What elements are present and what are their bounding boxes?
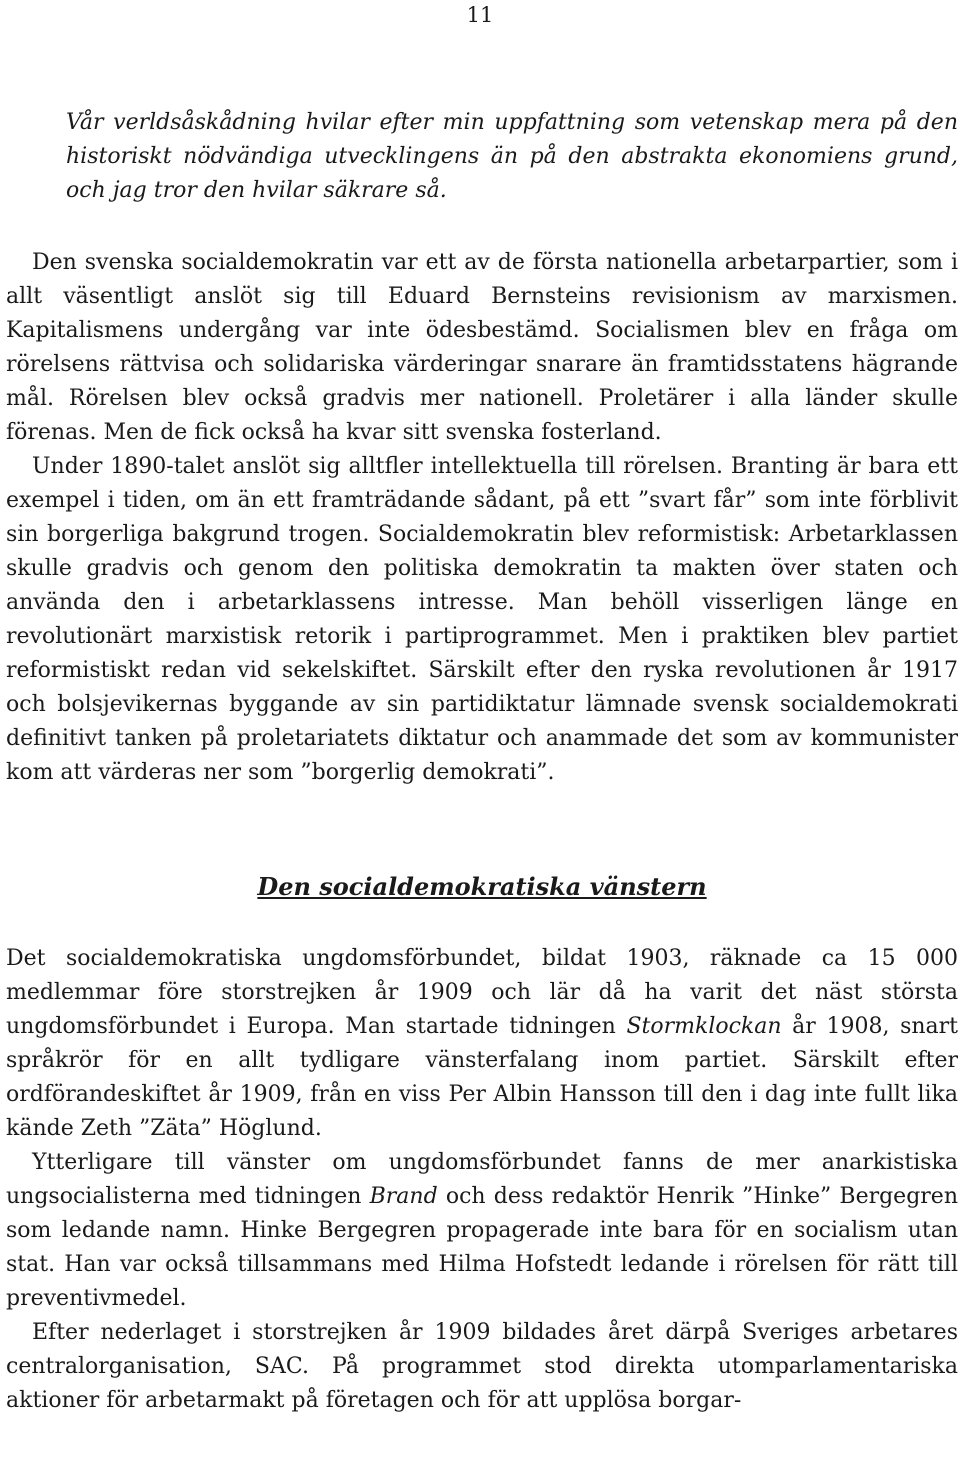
newspaper-title-stormklockan: Stormklockan [626,1014,782,1039]
opening-quote: Vår verldsåskådning hvilar efter min uppfattning som vetenskap mera på den historiskt nödvändiga utvecklingens än på den abstrakta ekonomiens grund, och jag tror den hvilar säkrare så. [66,110,958,203]
page-content [6,106,958,1418]
paragraph-young-socialists-part1: Ytterligare till vänster om ungdomsförbundet fanns de mer anarkistiska ungsocialisterna med tidningen [6,1150,958,1209]
section-heading: Den socialdemokratiska vänstern [257,872,707,901]
page-number: 11 [466,3,494,27]
newspaper-title-brand: Brand [369,1184,438,1209]
paragraph-revisionism: Den svenska socialdemokratin var ett av de första nationella arbetarpartier, som i allt väsentligt anslöt sig till Eduard Bernsteins revisionism av marxismen. Kapitalismens undergång var inte ödesbestämd. Socialismen blev en fråga om rörelsens rättvisa och solidariska värderingar snarare än framtidsstatens hägrande mål. Rörelsen blev också gradvis mer nationell. Proletärer i alla länder skulle förenas. Men de fick också ha kvar sitt svenska fosterland. [6,250,958,445]
paragraph-young-socialists-part2: och dess redaktör Henrik ”Hinke” Bergegren som ledande namn. Hinke Bergegren propagerade inte bara för en socialism utan stat. Han var också tillsammans med Hilma Hofstedt ledande i rörelsen för rätt till preventivmedel. [6,1184,958,1311]
paragraph-youth-league [6,942,958,1146]
paragraph-sac: Efter nederlaget i storstrejken år 1909 bildades året därpå Sveriges arbetares centralorganisation, SAC. På programmet stod direkta utomparlamentariska aktioner för arbetarmakt på företagen och för att upplösa borgar- [6,1320,958,1413]
paragraph-youth-league-part2: år 1908, snart språkrör för en allt tydligare vänsterfalang inom partiet. Särskilt efter ordförandeskiftet år 1909, från en viss Per Albin Hansson till den i dag inte fullt lika kände Zeth ”Zäta” Höglund. [6,1014,959,1141]
paragraph-intellectuals: Under 1890-talet anslöt sig alltfler intellektuella till rörelsen. Branting är bara ett exempel i tiden, om än ett framträdande sådant, på ett ”svart får” som inte förblivit sin borgerliga bakgrund trogen. Socialdemokratin blev reformistisk: Arbetarklassen skulle gradvis och genom den politiska demokratin ta makten över staten och använda den i arbetarklassens intresse. Man behöll visserligen länge en revolutionärt marxistisk retorik i partiprogrammet. Men i praktiken blev partiet reformistiskt redan vid sekelskiftet. Särskilt efter den ryska revolutionen år 1917 och bolsjevikernas byggande av sin partidiktatur lämnade svensk socialdemokrati definitivt tanken på proletariatets diktatur och anammade det som av kommunister kom att värderas ner som ”borgerlig demokrati”. [6,454,958,785]
paragraph-youth-league-part1: Det socialdemokratiska ungdomsförbundet, bildat 1903, räknade ca 15 000 medlemmar före storstrejken år 1909 och lär då ha varit det näst största ungdomsförbundet i Europa. Man startade tidningen [6,946,958,1039]
paragraph-young-socialists [6,1146,958,1316]
